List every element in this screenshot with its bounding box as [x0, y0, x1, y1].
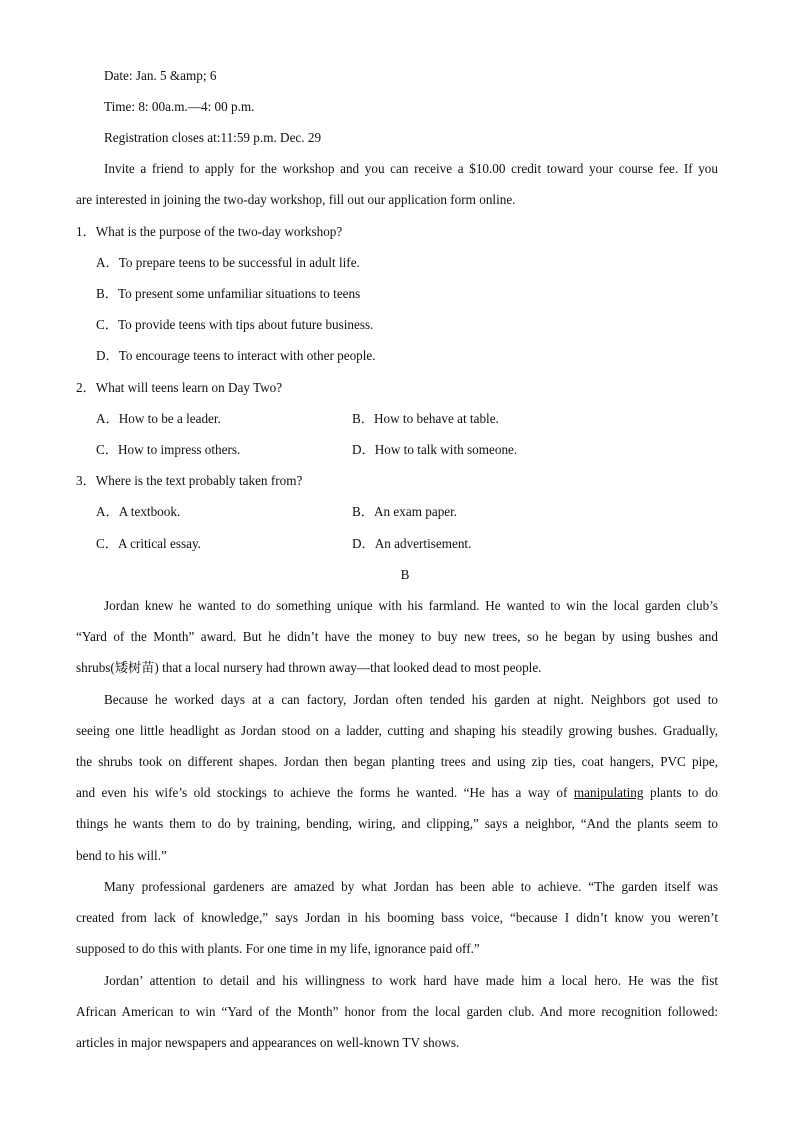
- paragraph-3-line-1: Many professional gardeners are amazed by what Jordan has been able to achieve. “The garden itself was: [104, 879, 718, 894]
- question-1-stem: 1．What is the purpose of the two-day workshop?: [76, 224, 343, 239]
- question-3-option-a: A．A textbook.: [96, 504, 181, 519]
- question-3-option-b: B．An exam paper.: [352, 504, 458, 519]
- question-2-option-d: D．How to talk with someone.: [352, 442, 518, 457]
- invite-line-1: Invite a friend to apply for the workshop and you can receive a $10.00 credit toward your course fee. If you: [104, 161, 718, 176]
- paragraph-2-line-4: [76, 784, 718, 802]
- question-3-option-c: C．A critical essay.: [96, 536, 201, 551]
- question-2-option-a: A．How to be a leader.: [96, 411, 221, 426]
- paragraph-4-line-2: African American to win “Yard of the Month” honor from the local garden club. And more recognition followed:: [76, 1004, 718, 1019]
- paragraph-1-line-1: Jordan knew he wanted to do something unique with his farmland. He wanted to win the local garden club’s: [104, 598, 718, 613]
- question-1-option-a: A．To prepare teens to be successful in adult life.: [96, 255, 360, 270]
- paragraph-1-line-2: “Yard of the Month” award. But he didn’t have the money to buy new trees, so he began by using bushes and: [76, 629, 718, 644]
- paragraph-2-line-6: bend to his will.”: [76, 848, 167, 863]
- info-date: Date: Jan. 5 &amp; 6: [104, 68, 217, 83]
- paragraph-4-line-1: Jordan’ attention to detail and his willingness to work hard have made him a local hero. He was the fist: [104, 973, 718, 988]
- paragraph-2-line-2: seeing one little headlight as Jordan stood on a ladder, cutting and shaping his steadily growing bushes. Gradually,: [76, 723, 718, 738]
- underlined-word: manipulating: [573, 785, 644, 800]
- paragraph-2-line-1: Because he worked days at a can factory, Jordan often tended his garden at night. Neighbors got used to: [104, 692, 718, 707]
- question-1-option-c: C．To provide teens with tips about future business.: [96, 317, 374, 332]
- question-2-option-c: C．How to impress others.: [96, 442, 241, 457]
- question-1-option-d: D．To encourage teens to interact with other people.: [96, 348, 376, 363]
- info-time: Time: 8: 00a.m.—4: 00 p.m.: [104, 99, 255, 114]
- paragraph-2-line-4-pre: and even his wife’s old stockings to achieve the forms he wanted. “He has a way of: [76, 785, 568, 800]
- paragraph-2-line-3: the shrubs took on different shapes. Jordan then began planting trees and using zip ties, coat hangers, PVC pipe,: [76, 754, 718, 769]
- paragraph-2-line-5: things he wants them to do by training, bending, wiring, and clipping,” says a neighbor, “And the plants seem to: [76, 816, 718, 831]
- paragraph-2-line-4-post: plants to do: [650, 785, 719, 800]
- question-2-stem: 2．What will teens learn on Day Two?: [76, 380, 283, 395]
- question-1-option-b: B．To present some unfamiliar situations to teens: [96, 286, 361, 301]
- paragraph-1-line-3: shrubs(矮树苗) that a local nursery had thrown away—that looked dead to most people.: [76, 660, 542, 675]
- question-3-stem: 3．Where is the text probably taken from?: [76, 473, 303, 488]
- paragraph-3-line-3: supposed to do this with plants. For one time in my life, ignorance paid off.”: [76, 941, 480, 956]
- paragraph-4-line-3: articles in major newspapers and appearances on well-known TV shows.: [76, 1035, 460, 1050]
- question-2-option-b: B．How to behave at table.: [352, 411, 499, 426]
- question-3-option-d: D．An advertisement.: [352, 536, 472, 551]
- info-registration: Registration closes at:11:59 p.m. Dec. 29: [104, 130, 322, 145]
- section-heading: B: [400, 567, 410, 582]
- invite-line-2: are interested in joining the two-day workshop, fill out our application form online.: [76, 192, 516, 207]
- paragraph-3-line-2: created from lack of knowledge,” says Jordan in his booming bass voice, “because I didn’t know you weren’t: [76, 910, 718, 925]
